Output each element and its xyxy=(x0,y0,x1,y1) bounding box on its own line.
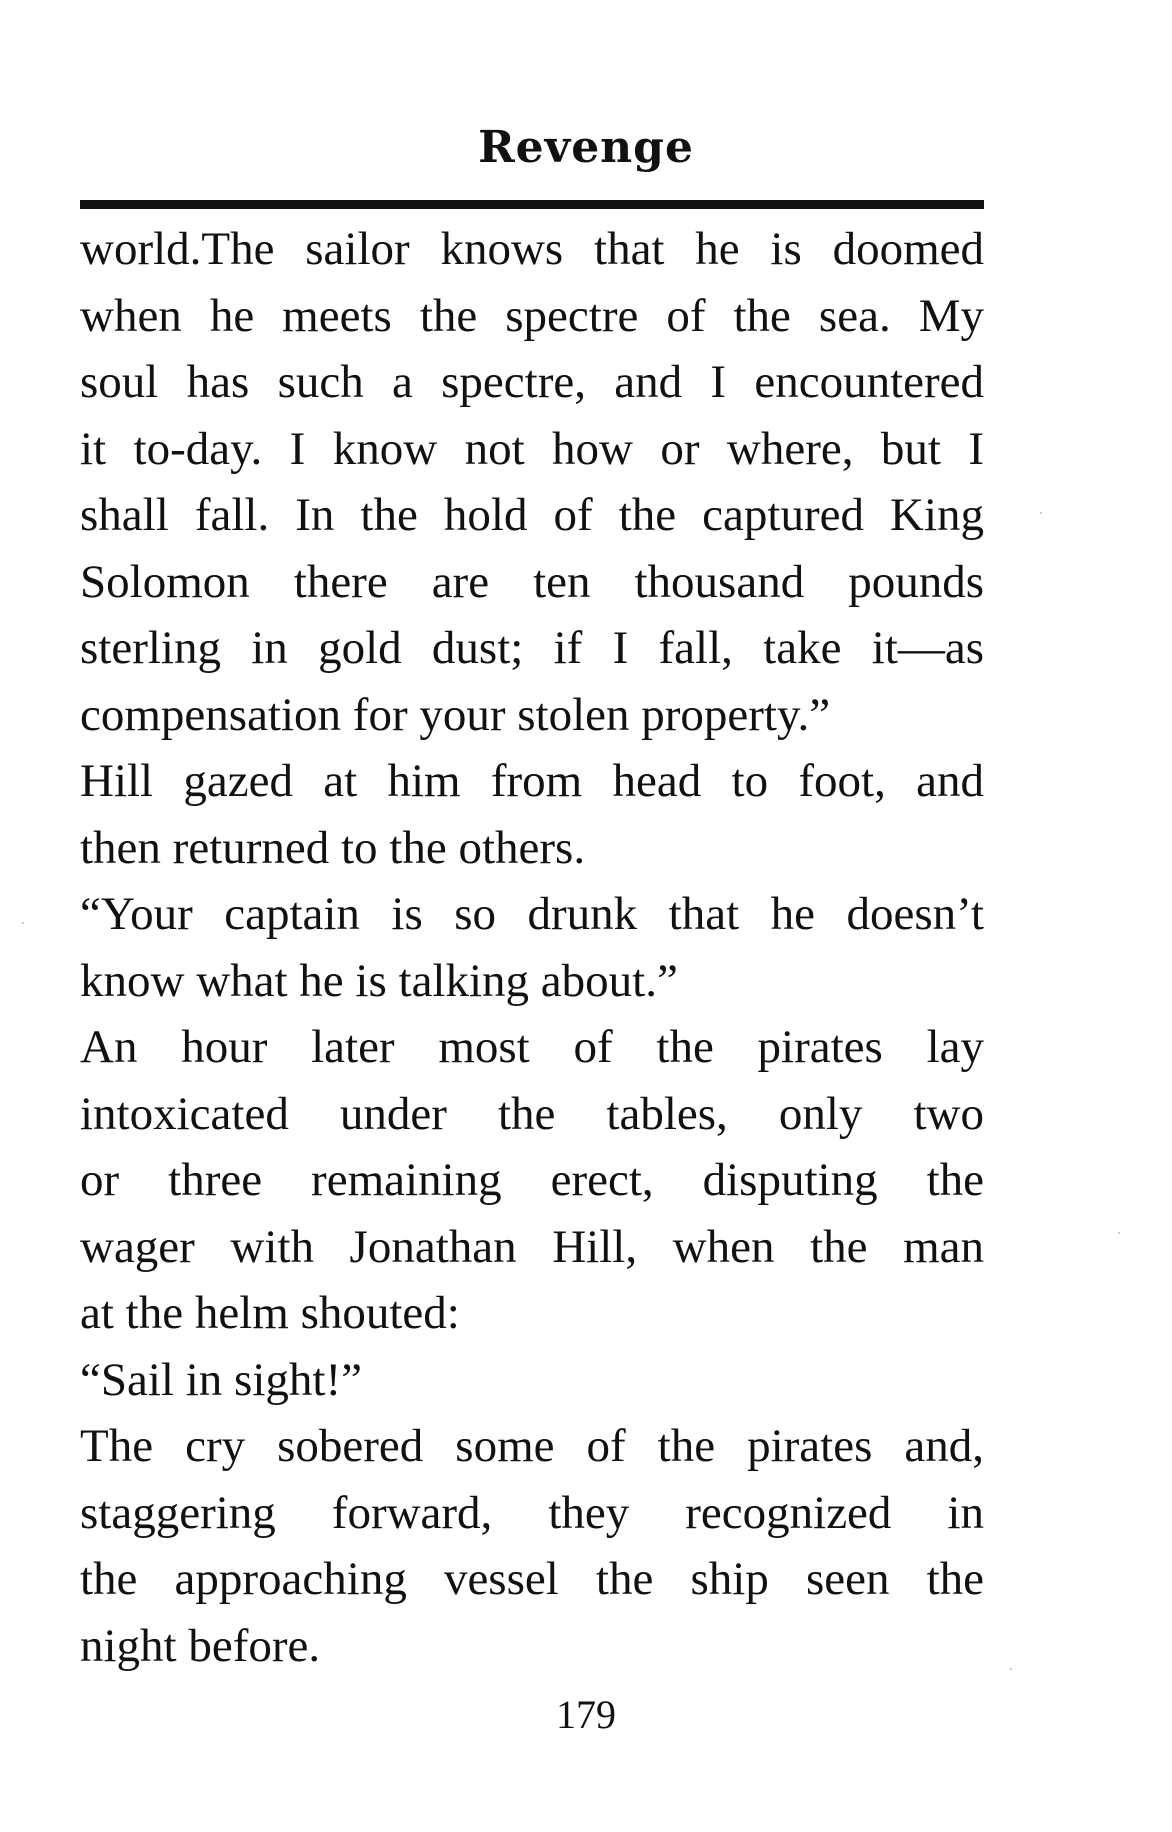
text-line: The cry sobered some of the pirates and, xyxy=(80,1420,984,1472)
text-line: intoxicated under the tables, only two xyxy=(80,1087,984,1140)
text-line: Solomon there are ten thousand pounds xyxy=(80,555,984,608)
text-line: sterling in gold dust; if I fall, take it—as xyxy=(80,622,984,674)
text-line: Hill gazed at him from head to foot, and xyxy=(80,755,984,807)
paper-speck xyxy=(22,922,24,924)
text-line: “Sail in sight!” xyxy=(80,1353,362,1406)
page-number: 179 xyxy=(556,1692,616,1737)
text-line: staggering forward, they recognized in xyxy=(80,1486,984,1539)
text-line: then returned to the others. xyxy=(80,821,586,874)
text-line: wager with Jonathan Hill, when the man xyxy=(80,1220,984,1273)
header-rule xyxy=(80,200,984,209)
text-line: compensation for your stolen property.” xyxy=(80,688,831,741)
text-line: know what he is talking about.” xyxy=(80,954,678,1007)
paper-speck xyxy=(1040,512,1042,514)
text-line: or three remaining erect, disputing the xyxy=(80,1154,984,1206)
text-line: at the helm shouted: xyxy=(80,1287,460,1339)
text-line: it to-day. I know not how or where, but I xyxy=(80,422,984,475)
text-line: shall fall. In the hold of the captured King xyxy=(80,489,984,541)
paper-speck xyxy=(1118,1232,1120,1234)
text-line: the approaching vessel the ship seen the xyxy=(80,1553,984,1605)
text-line: world.The sailor knows that he is doomed xyxy=(80,223,984,275)
text-line: An hour later most of the pirates lay xyxy=(80,1021,984,1073)
paper-speck xyxy=(1010,1668,1012,1670)
running-head-title: Revenge xyxy=(478,122,694,173)
text-line: soul has such a spectre, and I encountered xyxy=(80,356,984,408)
text-line: “Your captain is so drunk that he doesn’t xyxy=(80,888,984,940)
body-text xyxy=(80,216,984,1679)
text-line: when he meets the spectre of the sea. My xyxy=(80,289,984,342)
text-line: night before. xyxy=(80,1619,321,1672)
